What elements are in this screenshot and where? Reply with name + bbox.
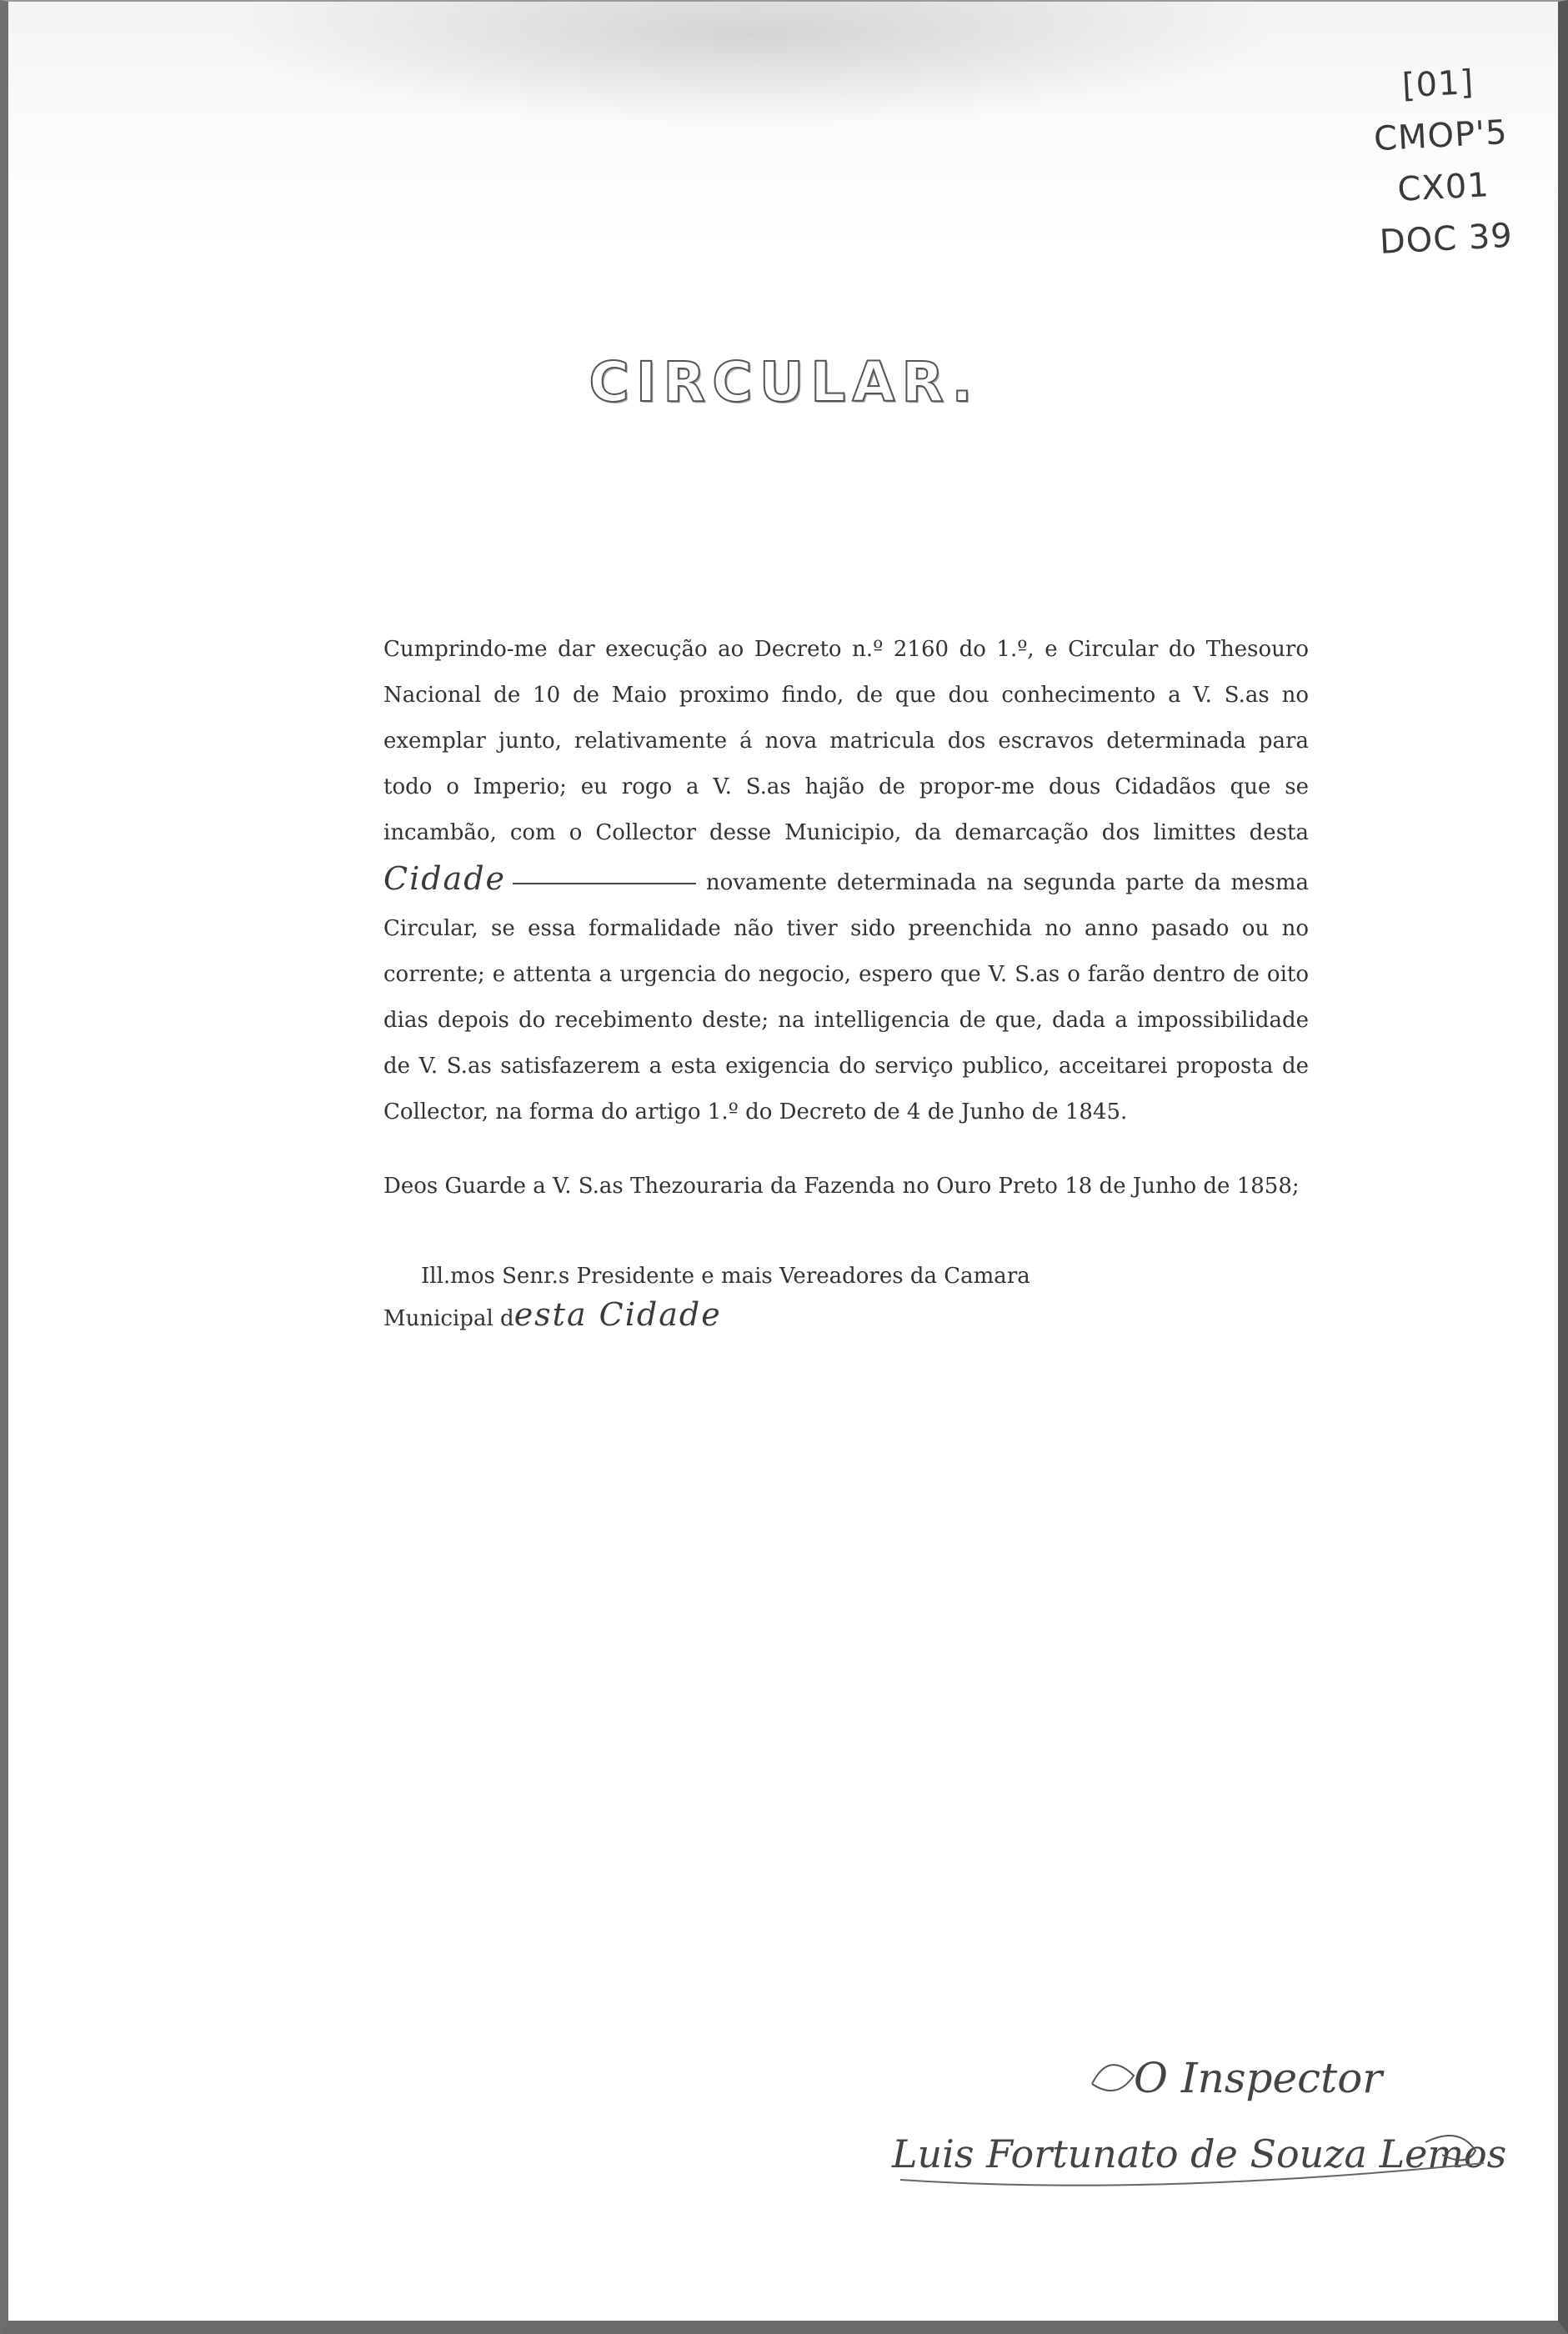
signature-name: Luis Fortunato de Souza Lemos	[892, 2131, 1507, 2176]
body-text-part1: Cumprindo-me dar execução ao Decreto n.º 2160 do 1.º, e Circular do Thesouro Nacional de 10 de Maio proximo findo, de que dou conhecimento a V. S.as no exemplar junto, relativamente á nova matricula dos escravos determinada para todo o Imperio; eu rogo a V. S.as hajão de propor-me dous Cidadãos que se incambão, com o Collector desse Municipio, da demarcação dos limittes desta	[383, 637, 1309, 845]
body-paragraph	[383, 627, 1309, 1135]
signature-title: O Inspector	[1134, 2054, 1383, 2102]
signature-block	[884, 2034, 1517, 2201]
archive-note-line: CMOP'5	[1373, 113, 1509, 159]
fill-line	[513, 883, 696, 884]
addressee-printed: Municipal d	[383, 1306, 514, 1331]
addressee-block	[383, 1257, 1255, 1338]
archive-reference-note	[1362, 54, 1523, 268]
body-text-part2: novamente determinada na segunda parte da mesma Circular, se essa formalidade não tiver sido preenchida no anno pasado ou no corrente; e attenta a urgencia do negocio, espero que V. S.as o farão dentro de oito dias depois do recebimento deste; na intelligencia de que, dada a impossibilidade de V. S.as satisfazerem a esta exigencia do serviço publico, acceitarei proposta de Collector, na forma do artigo 1.º do Decreto de 4 de Junho de 1845.	[383, 870, 1310, 1124]
addressee-line: Ill.mos Senr.s Presidente e mais Vereadores da Camara	[421, 1264, 1030, 1289]
archive-note-line: DOC 39	[1378, 216, 1514, 263]
addressee-line-2	[383, 1295, 1255, 1338]
archive-note-line: [01]	[1400, 63, 1475, 106]
handwritten-fill: Cidade	[383, 860, 507, 897]
signature-svg	[884, 2034, 1517, 2201]
circular-body	[383, 627, 1309, 1135]
closing-line: Deos Guarde a V. S.as Thezouraria da Fazenda no Ouro Preto 18 de Junho de 1858;	[383, 1174, 1300, 1199]
document-title: CIRCULAR.	[589, 350, 979, 414]
addressee-handwritten: esta Cidade	[513, 1296, 722, 1333]
archive-note-line: CX01	[1396, 166, 1490, 209]
